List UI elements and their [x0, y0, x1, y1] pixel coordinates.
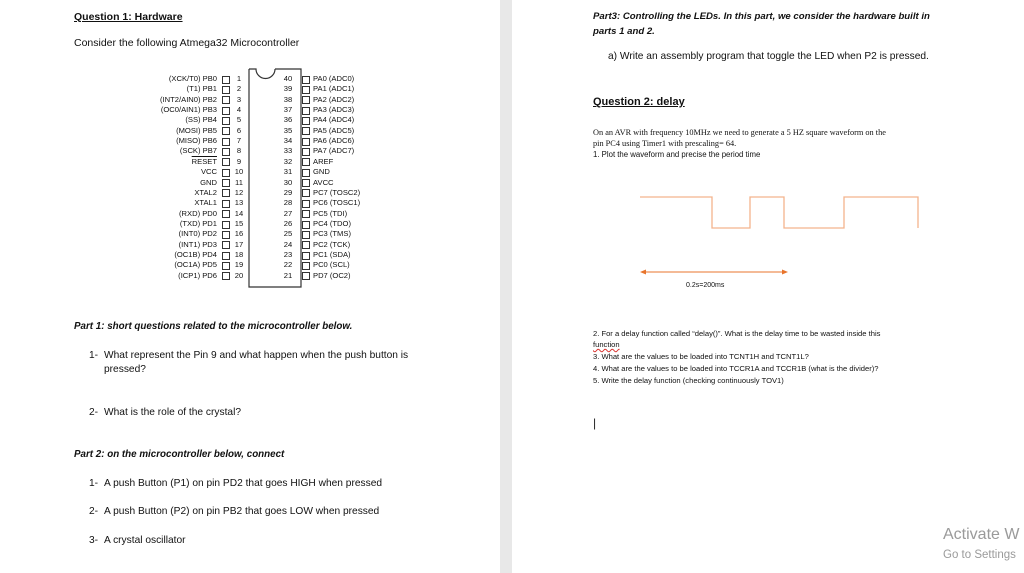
chip-pin-right: [302, 86, 310, 94]
chip-pin-label-right: PA0 (ADC0): [313, 74, 355, 83]
chip-pin-label-left: (OC1A) PD5: [174, 260, 217, 270]
part3-title-line1: Part3: Controlling the LEDs. In this part, we consider the hardware built in: [593, 11, 930, 22]
chip-pin-label-left: (ICP1) PD6: [178, 270, 217, 280]
part1-q1-number: 1-: [89, 350, 99, 361]
chip-pin-number-right: 28: [283, 198, 293, 208]
part1-q1-line2: pressed?: [104, 364, 146, 375]
chip-pin-left: [222, 189, 230, 197]
chip-pin-left: [222, 221, 230, 229]
part2-item1-text: A push Button (P1) on pin PD2 that goes HIGH when pressed: [104, 478, 383, 489]
period-arrow-head-right: [782, 270, 788, 275]
chip-pin-left: [222, 96, 230, 104]
part1-q2-number: 2-: [89, 407, 99, 418]
chip-pin-right: [302, 210, 310, 218]
chip-pin-label-left: (XCK/T0) PB0: [168, 74, 217, 83]
chip-pin-right: [302, 96, 310, 104]
chip-pin-label-right: PC1 (SDA): [313, 249, 351, 259]
chip-pin-left: [222, 107, 230, 115]
part2-item1-number: 1-: [89, 478, 99, 489]
chip-pin-number-left: 14: [234, 208, 244, 218]
question1-intro: Consider the following Atmega32 Microcontroller: [74, 37, 300, 49]
part1-q1-line1: What represent the Pin 9 and what happen when the push button is: [104, 350, 409, 361]
chip-pin-number-right: 24: [283, 239, 293, 249]
chip-pin-right: [302, 189, 310, 197]
chip-pin-left: [222, 169, 230, 177]
chip-pin-number-left: 8: [236, 146, 242, 156]
chip-pin-right: [302, 117, 310, 125]
chip-pin-number-right: 38: [283, 94, 293, 104]
chip-pin-number-right: 21: [283, 270, 293, 280]
chip-pin-number-left: 12: [234, 187, 244, 197]
question2-line2: pin PC4 using Timer1 with prescaling= 64.: [593, 139, 737, 148]
chip-pin-right: [302, 241, 310, 249]
chip-pin-left: [222, 148, 230, 156]
chip-pin-left: [222, 179, 230, 187]
chip-pin-label-left: VCC: [200, 167, 217, 177]
chip-pin-number-left: 19: [234, 260, 244, 270]
chip-pin-right: [302, 179, 310, 187]
question2-item4: 4. What are the values to be loaded into TCCR1A and TCCR1B (what is the divider)?: [593, 364, 879, 373]
chip-pin-number-left: 3: [236, 94, 242, 104]
chip-pin-number-right: 35: [283, 125, 293, 135]
chip-pin-right: [302, 158, 310, 166]
chip-pin-right: [302, 231, 310, 239]
chip-pin-number-right: 37: [283, 105, 293, 115]
square-waveform-figure: [512, 0, 1024, 300]
chip-pin-label-right: PC6 (TOSC1): [313, 198, 361, 208]
chip-pin-number-right: 33: [283, 146, 293, 156]
chip-pin-left: [222, 210, 230, 218]
question2-item3: 3. What are the values to be loaded into TCNT1H and TCNT1L?: [593, 352, 809, 361]
chip-pin-label-left: (MOSI) PB5: [176, 125, 217, 135]
chip-pin-number-right: 39: [283, 84, 293, 94]
chip-pin-label-left: (INT1) PD3: [178, 239, 217, 249]
chip-pin-right: [302, 138, 310, 146]
chip-pin-left: [222, 200, 230, 208]
chip-pin-number-right: 34: [283, 136, 293, 146]
chip-pin-number-right: 23: [283, 249, 293, 259]
chip-pin-label-left: (TXD) PD1: [179, 218, 217, 228]
chip-pin-number-right: 26: [283, 218, 293, 228]
chip-pin-label-right: PA6 (ADC6): [313, 136, 355, 146]
question1-title: Question 1: Hardware: [74, 11, 183, 23]
part2-item2-text: A push Button (P2) on pin PB2 that goes LOW when pressed: [104, 506, 380, 517]
chip-pin-left: [222, 127, 230, 135]
part2-item2-number: 2-: [89, 506, 99, 517]
chip-pin-label-right: PA7 (ADC7): [313, 146, 355, 156]
chip-pin-label-left: (T1) PB1: [186, 84, 217, 94]
chip-pin-number-right: 40: [283, 74, 293, 83]
chip-pin-number-left: 5: [236, 115, 242, 125]
part3-item-a: a) Write an assembly program that toggle the LED when P2 is pressed.: [608, 51, 929, 62]
chip-pin-label-left: (INT0) PD2: [178, 229, 217, 239]
square-waveform: [640, 197, 918, 228]
chip-pin-left: [222, 231, 230, 239]
chip-pin-label-right: AVCC: [313, 177, 334, 187]
chip-pin-label-left: (MISO) PB6: [176, 136, 217, 146]
chip-pin-number-left: 18: [234, 249, 244, 259]
document-page-left: [0, 0, 500, 573]
document-page-right: [512, 0, 1024, 573]
part2-item3-text: A crystal oscillator: [104, 535, 186, 546]
chip-pin-label-right: PC2 (TCK): [313, 239, 351, 249]
part1-title: Part 1: short questions related to the microcontroller below.: [74, 321, 353, 332]
chip-pin-left: [222, 86, 230, 94]
chip-pin-label-right: PA5 (ADC5): [313, 125, 355, 135]
chip-pin-number-left: 9: [236, 156, 242, 166]
question2-item2-line1: 2. For a delay function called “delay()”. What is the delay time to be wasted inside this: [593, 329, 881, 338]
chip-pin-label-left: (OC1B) PD4: [174, 249, 217, 259]
chip-pin-right: [302, 127, 310, 135]
chip-pin-number-left: 11: [235, 177, 243, 187]
chip-pin-left: [222, 117, 230, 125]
chip-pin-number-left: 1: [236, 74, 242, 83]
chip-pin-label-right: PC5 (TDI): [313, 208, 348, 218]
chip-pin-left: [222, 272, 230, 280]
chip-pin-label-right: PC0 (SCL): [313, 260, 350, 270]
chip-pin-label-right: PA1 (ADC1): [313, 84, 355, 94]
chip-pin-label-right: PC3 (TMS): [313, 229, 351, 239]
question2-title: Question 2: delay: [593, 96, 685, 108]
chip-pin-right: [302, 221, 310, 229]
chip-pin-label-right: PA3 (ADC3): [313, 105, 355, 115]
chip-pin-number-left: 17: [234, 239, 244, 249]
chip-pin-right: [302, 148, 310, 156]
chip-pin-label-left: (SCK) PB7: [179, 146, 217, 156]
chip-pin-left: [222, 241, 230, 249]
period-arrow-head-left: [640, 270, 646, 275]
chip-pin-right: [302, 200, 310, 208]
question2-item2-line2: function: [593, 340, 620, 349]
chip-pin-number-left: 13: [234, 198, 244, 208]
chip-pin-number-right: 25: [283, 229, 293, 239]
chip-pin-left: [222, 262, 230, 270]
chip-pin-number-right: 30: [283, 177, 293, 187]
chip-pin-number-right: 29: [283, 187, 293, 197]
chip-pin-label-left: RESET: [191, 156, 217, 166]
part1-q2-text: What is the role of the crystal?: [104, 407, 242, 418]
chip-pin-number-right: 31: [283, 167, 293, 177]
chip-pin-label-left: (RXD) PD0: [179, 208, 217, 218]
question2-item1: 1. Plot the waveform and precise the period time: [593, 150, 761, 159]
chip-pin-label-left: XTAL1: [194, 198, 217, 208]
chip-pin-label-left: (OC0/AIN1) PB3: [160, 105, 217, 115]
chip-pin-label-right: PC7 (TOSC2): [313, 187, 361, 197]
chip-pin-number-left: 4: [236, 105, 242, 115]
chip-pin-number-left: 7: [236, 136, 242, 146]
chip-pin-right: [302, 107, 310, 115]
part3-title-line2: parts 1 and 2.: [593, 26, 655, 37]
chip-pin-number-left: 16: [234, 229, 244, 239]
chip-pin-label-left: XTAL2: [194, 187, 217, 197]
chip-pin-label-left: (INT2/AIN0) PB2: [160, 94, 217, 104]
chip-pin-number-right: 27: [283, 208, 293, 218]
chip-pin-left: [222, 158, 230, 166]
question2-item5: 5. Write the delay function (checking continuously TOV1): [593, 376, 784, 385]
period-label: 0.2s=200ms: [686, 282, 725, 289]
chip-pin-number-left: 10: [234, 167, 244, 177]
chip-pin-label-right: PA4 (ADC4): [313, 115, 355, 125]
chip-pin-right: [302, 272, 310, 280]
chip-pin-label-right: GND: [313, 167, 330, 177]
part2-title: Part 2: on the microcontroller below, connect: [74, 449, 285, 460]
chip-pin-label-right: PC4 (TDO): [313, 218, 351, 228]
atmega32-pinout-diagram: [0, 0, 500, 300]
watermark-go-to-settings: Go to Settings: [943, 549, 1016, 561]
chip-pin-right: [302, 76, 310, 84]
chip-pin-label-right: PD7 (OC2): [313, 270, 351, 280]
part2-item3-number: 3-: [89, 535, 99, 546]
chip-pin-number-right: 36: [283, 115, 293, 125]
watermark-activate: Activate W: [943, 526, 1020, 543]
chip-pin-right: [302, 169, 310, 177]
chip-pin-label-right: PA2 (ADC2): [313, 94, 355, 104]
chip-pin-left: [222, 138, 230, 146]
chip-pin-label-left: GND: [200, 177, 217, 187]
chip-pin-number-left: 20: [234, 270, 244, 280]
chip-pin-number-left: 15: [234, 218, 244, 228]
text-cursor[interactable]: |: [593, 416, 597, 430]
question2-line1: On an AVR with frequency 10MHz we need to generate a 5 HZ square waveform on the: [593, 128, 886, 137]
chip-pin-right: [302, 262, 310, 270]
chip-pin-number-left: 2: [236, 84, 242, 94]
chip-pin-left: [222, 252, 230, 260]
chip-pin-left: [222, 76, 230, 84]
chip-pin-number-right: 32: [283, 156, 293, 166]
chip-pin-label-left: (SS) PB4: [185, 115, 217, 125]
chip-pin-number-right: 22: [283, 260, 293, 270]
chip-outline: [0, 0, 500, 300]
chip-pin-label-right: AREF: [313, 156, 334, 166]
chip-pin-number-left: 6: [236, 125, 242, 135]
chip-pin-right: [302, 252, 310, 260]
